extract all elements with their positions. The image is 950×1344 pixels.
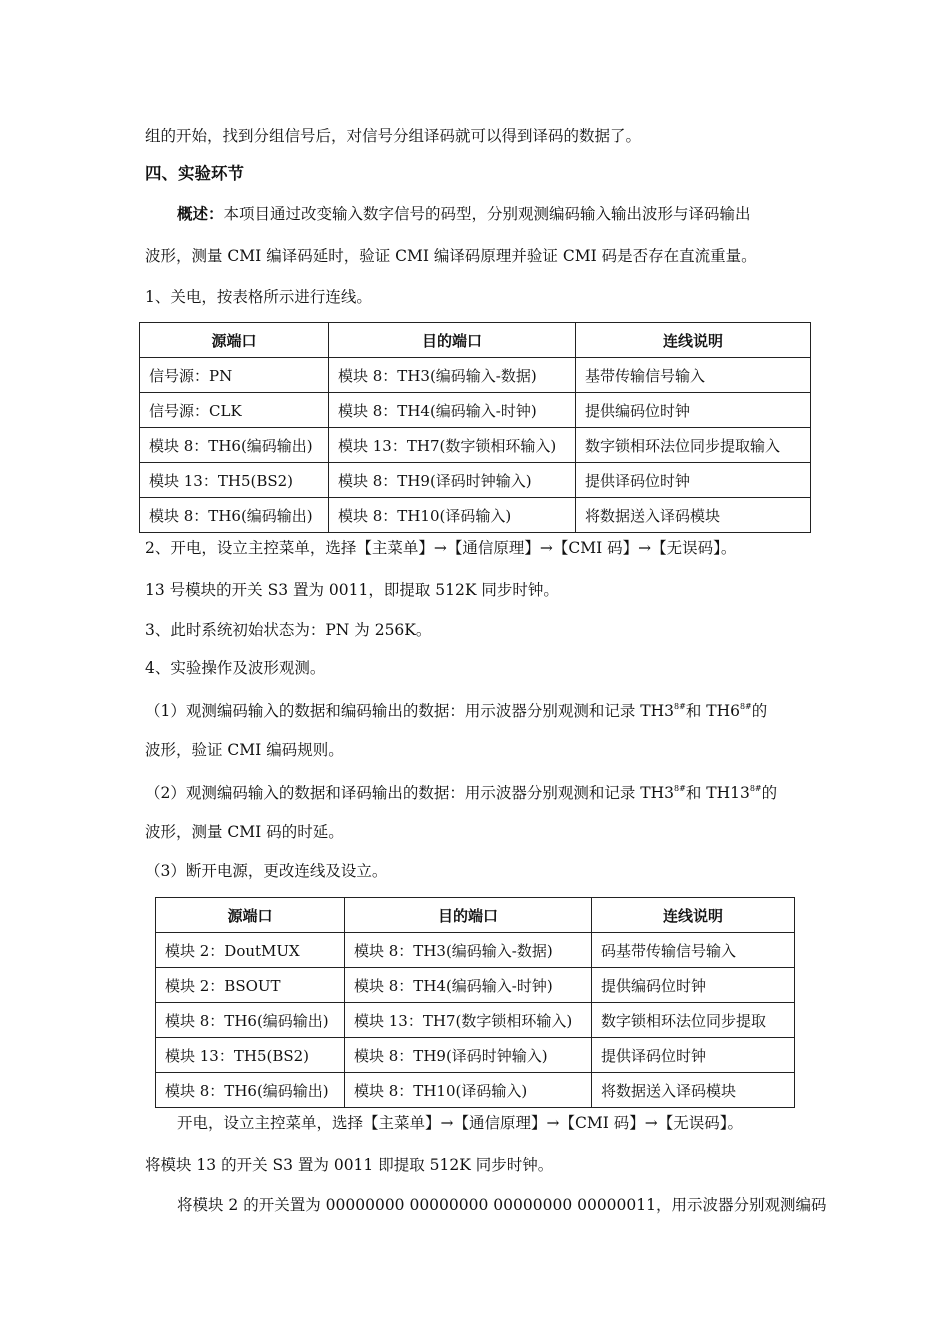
intro-tail-paragraph: 组的开始，找到分组信号后，对信号分组译码就可以得到译码的数据了。: [145, 127, 642, 145]
observation-3: （3）断开电源，更改连线及设立。: [145, 862, 388, 880]
table-header-destination: 目的端口: [345, 898, 592, 933]
table-header-source: 源端口: [140, 323, 329, 358]
obs1-prefix: （1）观测编码输入的数据和编码输出的数据：用示波器分别观测和记录 TH3: [145, 702, 675, 720]
table-cell: 提供译码位时钟: [576, 463, 811, 498]
table-header-description: 连线说明: [592, 898, 795, 933]
table-cell: 模块 8：TH6(编码输出): [156, 1073, 345, 1108]
section-heading: 四、实验环节: [145, 164, 244, 183]
overview-label: 概述：: [177, 205, 224, 223]
table-cell: 信号源：PN: [140, 358, 329, 393]
table-cell: 提供编码位时钟: [592, 968, 795, 1003]
table-row: [140, 393, 811, 428]
table-cell: 将数据送入译码模块: [576, 498, 811, 533]
after-table-line-1: 开电，设立主控菜单，选择【主菜单】→【通信原理】→【CMI 码】→【无误码】。: [177, 1114, 743, 1132]
table-cell: 信号源：CLK: [140, 393, 329, 428]
overview-text-1: 本项目通过改变输入数字信号的码型，分别观测编码输入输出波形与译码输出: [223, 205, 751, 223]
obs1-mid: 和 TH6: [685, 702, 740, 720]
obs2-sup2: 8#: [749, 784, 762, 793]
obs1-sup1: 8#: [674, 702, 686, 711]
table-cell: 模块 2：BSOUT: [156, 968, 345, 1003]
after-table-line-3: 将模块 2 的开关置为 00000000 00000000 00000000 00000011，用示波器分别观测编码: [177, 1196, 827, 1214]
wiring-table-1: [139, 322, 811, 533]
obs2-mid: 和 TH13: [685, 784, 750, 802]
obs2-sup1: 8#: [674, 784, 686, 793]
table-cell: 模块 8：TH10(译码输入): [329, 498, 576, 533]
table-header-row: [156, 898, 795, 933]
step-2-line-1: 2、开电，设立主控菜单，选择【主菜单】→【通信原理】→【CMI 码】→【无误码】。: [145, 539, 737, 557]
table-header-row: [140, 323, 811, 358]
table-cell: 模块 2：DoutMUX: [156, 933, 345, 968]
table-header-destination: 目的端口: [329, 323, 576, 358]
overview-line-1: [177, 204, 751, 224]
after-table-line-2: 将模块 13 的开关 S3 置为 0011 即提取 512K 同步时钟。: [145, 1156, 554, 1174]
table-cell: 模块 13：TH5(BS2): [156, 1038, 345, 1073]
observation-1-line-1: [145, 697, 767, 721]
table-cell: 数字锁相环法位同步提取: [592, 1003, 795, 1038]
table-row: [140, 498, 811, 533]
table-row: [156, 968, 795, 1003]
observation-2-line-2: 波形，测量 CMI 码的时延。: [145, 823, 344, 841]
table-header-source: 源端口: [156, 898, 345, 933]
table-cell: 模块 8：TH9(译码时钟输入): [329, 463, 576, 498]
table-cell: 模块 8：TH6(编码输出): [140, 498, 329, 533]
table-cell: 将数据送入译码模块: [592, 1073, 795, 1108]
table-cell: 提供译码位时钟: [592, 1038, 795, 1073]
table-row: [140, 428, 811, 463]
step-2-line-2: 13 号模块的开关 S3 置为 0011，即提取 512K 同步时钟。: [145, 581, 559, 599]
table-cell: 提供编码位时钟: [576, 393, 811, 428]
table-row: [156, 1038, 795, 1073]
observation-1-line-2: 波形，验证 CMI 编码规则。: [145, 741, 344, 759]
overview-line-2: 波形，测量 CMI 编译码延时，验证 CMI 编译码原理并验证 CMI 码是否存在直流重量。: [145, 247, 757, 265]
table-row: [156, 933, 795, 968]
step-1: 1、关电，按表格所示进行连线。: [145, 288, 372, 306]
table-row: [156, 1003, 795, 1038]
table-cell: 模块 8：TH6(编码输出): [140, 428, 329, 463]
table-row: [140, 463, 811, 498]
wiring-table-2: [155, 897, 795, 1108]
step-3: 3、此时系统初始状态为：PN 为 256K。: [145, 621, 432, 639]
table-cell: 模块 8：TH3(编码输入-数据): [345, 933, 592, 968]
table-cell: 模块 8：TH10(译码输入): [345, 1073, 592, 1108]
table-cell: 模块 13：TH7(数字锁相环输入): [329, 428, 576, 463]
table-cell: 模块 8：TH6(编码输出): [156, 1003, 345, 1038]
obs2-suffix: 的: [761, 784, 778, 802]
table-cell: 模块 13：TH5(BS2): [140, 463, 329, 498]
table-cell: 模块 8：TH4(编码输入-时钟): [329, 393, 576, 428]
table-header-description: 连线说明: [576, 323, 811, 358]
table-cell: 码基带传输信号输入: [592, 933, 795, 968]
table-cell: 模块 8：TH9(译码时钟输入): [345, 1038, 592, 1073]
table-cell: 模块 8：TH4(编码输入-时钟): [345, 968, 592, 1003]
table-row: [140, 358, 811, 393]
table-cell: 模块 13：TH7(数字锁相环输入): [345, 1003, 592, 1038]
obs1-suffix: 的: [751, 702, 768, 720]
obs2-prefix: （2）观测编码输入的数据和译码输出的数据：用示波器分别观测和记录 TH3: [145, 784, 675, 802]
obs1-sup2: 8#: [739, 702, 752, 711]
table-row: [156, 1073, 795, 1108]
observation-2-line-1: [145, 779, 777, 803]
table-cell: 数字锁相环法位同步提取输入: [576, 428, 811, 463]
step-4: 4、实验操作及波形观测。: [145, 659, 326, 677]
table-cell: 基带传输信号输入: [576, 358, 811, 393]
table-cell: 模块 8：TH3(编码输入-数据): [329, 358, 576, 393]
